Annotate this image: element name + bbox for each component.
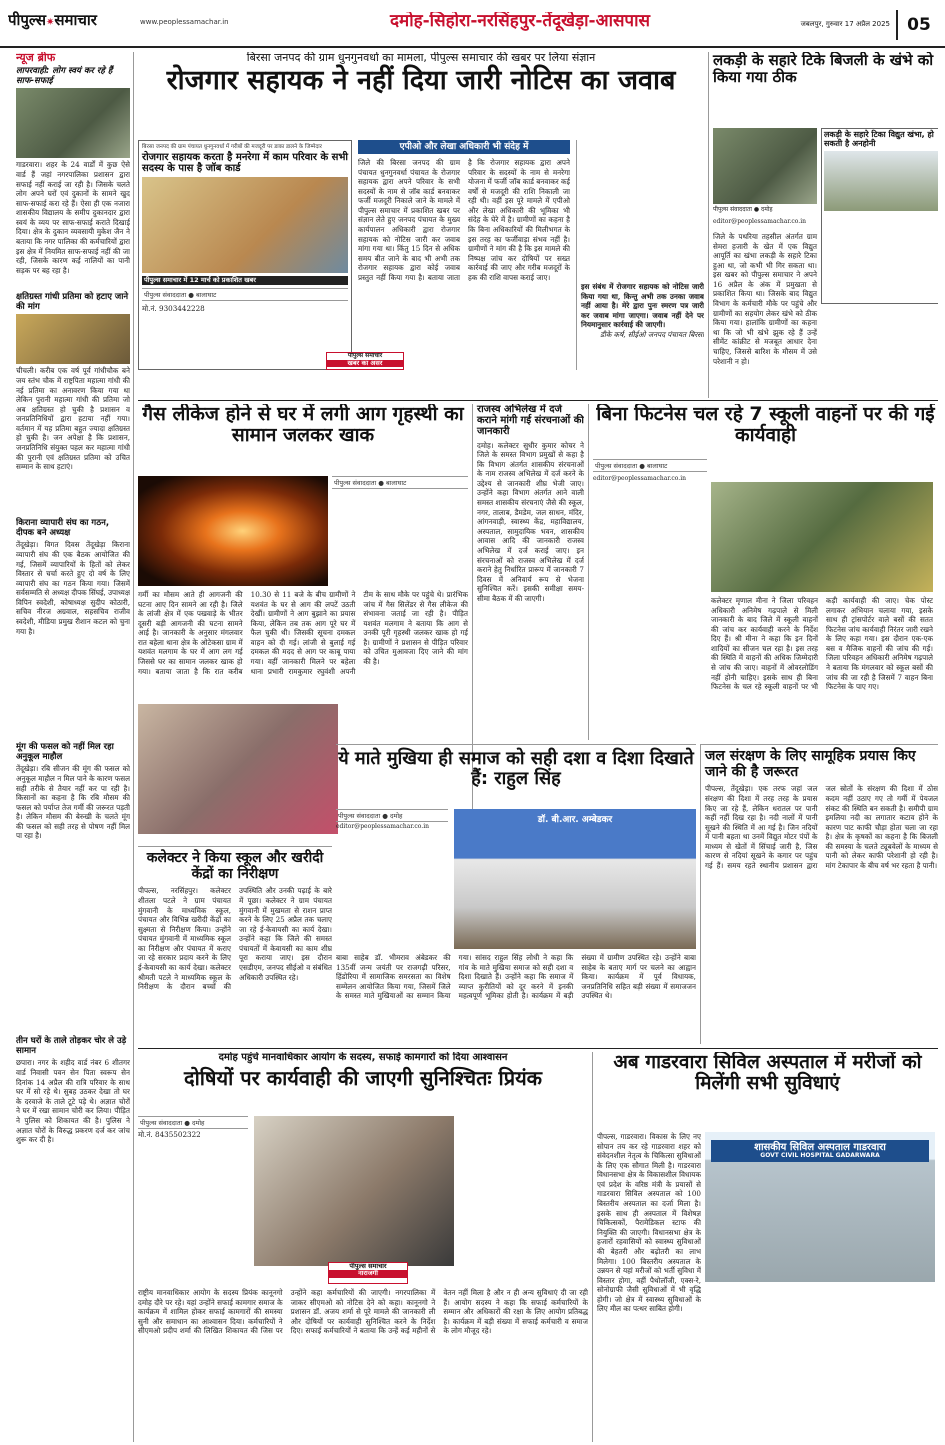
rights-tag xyxy=(328,1262,408,1284)
hospital-body-more xyxy=(705,1286,935,1436)
page-number: 05 xyxy=(896,10,940,40)
logo-left: पीपुल्स xyxy=(8,11,47,29)
revenue-body: दमोह। कलेक्टर सुधीर कुमार कोचर ने जिले के समस्त विभाग प्रमुखों से कहा है कि विभाग अंतर्गत शासकीय संरचनाओं के नाम राजस्व अभिलेख में दर्ज करने के उद्देश्य से जानकारी शीघ्र भेजी जाए। उन्होंने कहा विभाग अंतर्गत आने वाली समस्त शासकीय संरचनाएं जैसे की स्कूल, नगर, तालाब, डैमडेम, जल साधन, मंदिर, आंगनवाड़ी, स्वास्थ्य केंद्र, महाविद्यालय, अस्पताल, सामुदायिक भवन, शासकीय आवास आदि की जानकारी राजस्व अभिलेख में दर्ज कराई जाए। इन संरचनाओं को राजस्व अभिलेख में दर्ज कराने हेतु निर्धारित प्रारूप में जानकारी 7 दिवस में अनिवार्य रूप से भेजना सुनिश्चित करें। इसकी समीक्षा समय-सीमा बैठक में की जाएगी। xyxy=(477,440,584,603)
school-story xyxy=(138,846,332,1044)
divider-1 xyxy=(138,400,938,401)
brief-3-headline: किराना व्यापारी संघ का गठन, दीपक बने अध्यक्ष xyxy=(16,518,110,538)
hospital-sign-text: शासकीय सिविल अस्पताल गाडरवारा xyxy=(754,1142,886,1153)
rights-tag-sub: नाराजगी xyxy=(329,1270,407,1277)
lead-kicker: बिरसा जनपद की ग्राम धुनगुनवर्धा का मामला, पीपुल्स समाचार की खबर पर लिया संज्ञान xyxy=(246,52,596,64)
clip-caption: पीपुल्स समाचार में 12 मार्च को प्रकाशित खबर xyxy=(142,276,348,285)
lead-quote-box xyxy=(576,140,704,370)
bus-photo xyxy=(711,482,933,592)
lead-impact-tag xyxy=(326,352,404,370)
lead-deck xyxy=(358,140,570,154)
lead-clipping xyxy=(138,140,352,370)
lead-quote-by: डीके कर्ष, सीईओ जनपद पंचायत बिरसा xyxy=(600,329,704,339)
divider-2 xyxy=(138,1048,938,1049)
logo-right: समाचार xyxy=(54,11,97,29)
pole-clip-photo xyxy=(824,151,938,211)
fire-officials-photo xyxy=(138,704,338,834)
chief-story xyxy=(336,744,696,1044)
logo-icon: ✷ xyxy=(46,17,55,28)
rights-body: राष्ट्रीय मानवाधिकार आयोग के सदस्य प्रियंक कानूनगो दमोह दौरे पर रहे। यहां उन्होंने सफाई कामगार समाज के कार्यक्रम में शामिल होकर सफाई कामगारों की समस्या सुनी और समाधान का आश्वासन दिया। कर्मचारियों ने सीएमओ प्रदीप शर्मा की लिखित शिकायत की जिस पर उन्होंने कहा कर्मचारियों की जाएगी। नगरपालिका में जाकर सीएमओ को नोटिस देने को कहा। कानूनगो ने प्रशासन डॉ. अजय शर्मा से पूरे मामले की जानकारी ली और दोषियों पर कार्यवाही सुनिश्चित करने के निर्देश दिए। सफाई कर्मचारियों ने बताया कि उन्हें कई महीनों से वेतन नहीं मिला है और न ही अन्य सुविधाएं दी जा रही हैं। आयोग सदस्य ने कहा कि सफाई कर्मचारियों के सम्मान और अधिकारों की रक्षा के लिए आयोग प्रतिबद्ध है। कार्यक्रम में बड़ी संख्या में सफाई कर्मचारी व समाज के लोग मौजूद रहे। xyxy=(138,1288,588,1336)
brief-3-body: तेंदूखेड़ा। विगत दिवस तेंदूखेड़ा किराना व्यापारी संघ की एक बैठक आयोजित की गई, जिसमें व्यापारियों के हितों को लेकर विस्तार से चर्चा करते हुए दो वर्ष के लिए व्यापारी संघ का गठन किया गया। जिसमें सर्वसम्मति से अध्यक्ष दीपक सिंघई, उपाध्यक्ष विपिन स्वदेशी, कोषाध्यक्ष सुदीप कोठारी, सचिव नीरज अग्रवाल, सहसचिव राजीव स्वदेशी, मीडिया प्रमुख रीशान कटल को चुना गया है। xyxy=(16,540,130,636)
lead-tag-sub: खबर का असर xyxy=(327,360,403,367)
brief-5-body: छपारा। नगर के शहीद वार्ड नंबर 6 शीतगर वार्ड निवासी पवन सेन पिता स्वरूप सेन दिनांक 14 अप्रैल की रात्रि परिवार के साथ घर में सो रहे थे। सुबह उठकर देखा तो घर के दरवाजे के ताले टूटे पड़े थे। अज्ञात चोरों ने घर में रखा सामान चोरी कर लिया। पीड़ित ने पुलिस को शिकायत की है। पुलिस ने अज्ञात चोरों के विरुद्ध प्रकरण दर्ज कर जांच शुरू कर दी है। xyxy=(16,1058,130,1145)
water-body: पीपल्स, तेंदूखेड़ा। एक तरफ जहां जल संरक्षण की दिशा में तरह तरह के प्रयास किए जा रहे हैं, लेकिन धरातल पर पानी कहीं नहीं दिख रहा है। नदी नालों में पानी सूखने की स्थिति में आ गई है। जिन नदियों में पानी बहता था उनमें विद्युत मोटर पंपों के माध्यम से खेतों में सिंचाई जारी है, जिस कारण से नदियां सूखने के कगार पर पहुंच गई हैं। समय रहते स्थानीय प्रशासन द्वारा जल स्रोतों के संरक्षण की दिशा में ठोस कदम नहीं उठाए गए तो गर्मी में पेयजल संकट की स्थिति बन सकती है। समीपी ग्राम इमलिया नदी का लगातार कटाव होने के कारण पाट काफी चौड़ा होता चला जा रहा है। क्षेत्र के कृषकों का कहना है कि बिजली की समस्या के चलते ट्यूबवेलों के माध्यम से पानी को लेकर काफी परेशानी हो रही है। मांग टेकापार के बीच वर्ष भर रहता है पानी। xyxy=(705,784,938,870)
lead-story xyxy=(138,52,704,398)
lead-quote: इस संबंध में रोजगार सहायक को नोटिस जारी किया गया था, किन्तु अभी तक उनका जवाब नहीं आया है। मेरे द्वारा पुनः स्मरण पत्र जारी कर जवाब मांगा जाएगा। जवाब नहीं देने पर नियमानुसार कार्रवाई की जाएगी। xyxy=(581,282,704,330)
school-body: पीपल्स, नरसिंहपुर। कलेक्टर शीतला पटले ने ग्राम पंचायत मुंगवानी के माध्यमिक स्कूल, पंचायत और विभिन्न खरीदी केंद्रों का सुक्ष्मता से निरीक्षण किया। उन्होंने पंचायत मुंगवानी में माध्यमिक स्कूल का निरीक्षण और पंचायत में कराए जा रहे सरकार प्रदाय करने के लिए ई-केवायसी का कार्य देखा। कलेक्टर श्रीमती पटले ने माध्यमिक स्कूल के निरीक्षण के दौरान बच्चों की उपस्थिति और उनकी पढ़ाई के बारे में पूछा। कलेक्टर ने ग्राम पंचायत मुंगवानी में मुखमता से राशन प्राप्त करने के लिए 25 अप्रैल तक चलाए जा रहे ई-केवायसी का कार्य देखा। उन्होंने कहा कि जिले की समस्त पंचायतों में केवायसी का काम शीघ्र पूरा कराया जाए। इस दौरान एसडीएम, जनपद सीईओ व संबंधित अधिकारी उपस्थित रहे। xyxy=(138,886,332,992)
masthead-logo xyxy=(8,10,138,36)
pole-story xyxy=(708,52,938,398)
school-headline: कलेक्टर ने किया स्कूल और खरीदी केंद्रों का निरीक्षण xyxy=(146,850,324,882)
chief-headline: ये माते मुखिया ही समाज को सही दशा व दिशा दिखाते हैं: राहुल सिंह xyxy=(338,748,694,790)
masthead xyxy=(0,0,945,48)
clip-photo xyxy=(142,177,348,273)
brief-2-headline: क्षतिग्रस्त गांधी प्रतिमा को हटाए जाने की मांग xyxy=(16,292,129,312)
brief-1-photo xyxy=(16,88,130,158)
hospital-story xyxy=(592,1052,938,1442)
section-title: दमोह-सिहोरा-नरसिंहपुर-तेंदूखेड़ा-आसपास xyxy=(390,12,650,31)
brief-4-body: तेंदूखेड़ा। रबि सीजन की मूंग की फसल को अनुकूल माहौल न मिल पाने के कारण फसल सही तरीके से तैयार नहीं कर पा रही है। किसानों का कहना है कि रबि मौसम की फसल को पर्याप्त तेज गर्मी की जरूरत पड़ती है। लेकिन मौसम की बेरुखी के चलते मूंग की फसल को सही तरह से पोषण नहीं मिल पा रहा है। xyxy=(16,764,130,841)
chief-banner-text: डॉ. बी.आर. अम्बेडकर xyxy=(537,815,613,825)
bus-body: कलेक्टर मृणाल मीना ने जिला परिवहन अधिकारी अनिमेष गढ़पाले से मिली जानकारी के बाद जिले में स्कूली वाहनों की जांच कर कार्यवाही करने के निर्देश दिए हैं। श्री मीना ने कहा कि इन दिनों शादियों का सीजन चल रहा है। इस तरह की स्थिति में वाहनों की अधिक जिम्मेदारी से जांच की जाए। वाहनों में ओवरलोडिंग नहीं होनी चाहिए। इसके साथ ही बिना फिटनेस के चल रहे स्कूली वाहनों पर भी कड़ी कार्यवाही की जाए। चेक पोस्ट लगाकर अभियान चलाया गया, इसके साथ ही ट्रांसपोर्टर वाले बसों की सतत फिटनेस जांच कार्यवाही निरंतर जारी रखने के लिए कहा गया। इस दौरान एक-एक बस व मैजिक वाहनों की जांच की गई। जिला परिवहन अधिकारी अनिमेष गढ़पाले ने बताया कि मंगलवार को स्कूल बसों की जांच की जा रही है जिसमें 7 वाहन बिना फिटनेस के पाए गए। xyxy=(711,596,933,692)
hospital-photo xyxy=(705,1132,935,1282)
news-brief-sidebar xyxy=(16,52,134,1442)
lead-quote-intro xyxy=(581,140,704,282)
pole-headline: लकड़ी के सहारे टिके बिजली के खंभे को किया गया ठीक xyxy=(713,52,934,86)
rights-headline: दोषियों पर कार्यवाही की जाएगी सुनिश्चितः प्रियंक xyxy=(183,1066,543,1091)
water-story xyxy=(700,744,938,1044)
sidebar-header: न्यूज ब्रीफ xyxy=(16,52,56,64)
brief-1-headline: लापरवाही: लोग स्वयं कर रहे हैं साफ-सफाई xyxy=(16,66,113,86)
bus-email[interactable]: editor@peoplessamachar.co.in xyxy=(593,474,686,482)
fire-photo xyxy=(138,476,328,586)
bus-headline: बिना फिटनेस चल रहे 7 स्कूली वाहनों पर की गई कार्यवाही xyxy=(596,404,935,447)
fire-body: गर्मी का मौसम आते ही आगजनी की घटना आए दिन सामने आ रही है। जिले के लांजी क्षेत्र में एक पखवाड़े के भीतर दूसरी बड़ी आगजनी की घटना सामने आई है। जानकारी के अनुसार मंगलवार रात बहेला थाना क्षेत्र के ओटेकसा ग्राम में यशवंत मलगाम के घर में आग लग गई जिससे घर का सामान जलकर खाक हो गया। बताया जाता है कि रात करीब 10.30 से 11 बजे के बीच ग्रामीणों ने यशवंत के घर से आग की लपटें उठती देखीं। ग्रामीणों ने आग बुझाने का प्रयास किया, लेकिन तब तक आग पूरे घर में फैल चुकी थी। जिसकी सूचना दमकल वाहन को दी गई। लांजी से बुलाई गई दमकल की मदद से आग पर काबू पाया गया। वहीं जानकारी मिलने पर बहेला थाना प्रभारी रामकुमार रघुवंशी अपनी टीम के साथ मौके पर पहुंचे थे। प्रारंभिक जांच में गैस सिलेंडर से गैस लीकेज की संभावना जताई जा रही है। पीड़ित यशवंत मलगाम ने बताया कि आग से उनकी पूरी गृहस्थी जलकर खाक हो गई है। ग्रामीणों ने प्रशासन से पीड़ित परिवार को उचित मुआवजा दिए जाने की मांग की है। xyxy=(138,590,468,676)
pole-clipping xyxy=(821,128,938,304)
rights-kicker: दमोह पहुंचे मानवाधिकार आयोग के सदस्य, सफाई कामगारों को दिया आश्वासन xyxy=(218,1052,508,1063)
rights-photo xyxy=(254,1116,454,1266)
clip-headline: रोजगार सहायक करता है मनरेगा में काम परिवार के सभी सदस्य के पास है जॉब कार्ड xyxy=(142,152,348,175)
hospital-sign-en: GOVT CIVIL HOSPITAL GADARWARA xyxy=(760,1152,880,1160)
rights-tag-label: पीपुल्स समाचार xyxy=(349,1262,387,1270)
pole-photo xyxy=(713,128,817,204)
website[interactable]: www.peoplessamachar.in xyxy=(140,18,229,26)
hospital-sign xyxy=(711,1140,929,1162)
pole-photo-caption: पीपुल्स संवाददाता ● दमोह xyxy=(713,206,773,213)
lead-tag-label: पीपुल्स समाचार xyxy=(347,352,383,359)
water-headline: जल संरक्षण के लिए सामूहिक प्रयास किए जाने की है जरूरत xyxy=(705,748,916,780)
lead-body: जिले की बिरसा जनपद की ग्राम पंचायत धुनगुनवर्धा पंचायत के रोजगार सहायक द्वारा अपने परिवार के सभी सदस्यों के नाम से जॉब कार्ड बनवाकर फर्जी मजदूरी निकाले जाने के मामले में पीपुल्स समाचार में प्रकाशित खबर पर संज्ञान लेते हुए जनपद पंचायत के मुख्य कार्यपालन अधिकारी द्वारा रोजगार सहायक को नोटिस जारी कर जवाब मांगा गया था। किंतु 15 दिन से अधिक समय बीत जाने के बाद भी अभी तक रोजगार सहायक द्वारा कोई जवाब प्रस्तुत नहीं किया गया है। बताया जाता है कि रोजगार सहायक द्वारा अपने परिवार के सदस्यों के नाम से मनरेगा योजना में फर्जी जॉब कार्ड बनवाकर कई वर्षों से मजदूरी की राशि निकाली जा रही थी। वहीं इस पूरे मामले में एपीओ और लेखा अधिकारी की भूमिका भी संदेह के घेरे में है। ग्रामीणों का कहना है कि बिना अधिकारियों की मिलीभगत के इस तरह का फर्जीवाड़ा संभव नहीं है। ग्रामीणों ने मांग की है कि इस मामले की निष्पक्ष जांच कर दोषियों पर सख्त कार्रवाई की जाए और गरीब मजदूरों के हक की राशि वापस कराई जाए। xyxy=(358,158,570,282)
fire-byline: पीपुल्स संवाददाता ● बालाघाट xyxy=(332,476,468,489)
hospital-headline: अब गाडरवारा सिविल अस्पताल में मरीजों को मिलेंगी सभी सुविधाएं xyxy=(613,1052,922,1095)
lead-deck-text: एपीओ और लेखा अधिकारी भी संदेह में xyxy=(399,142,529,152)
chief-photo xyxy=(454,809,696,949)
brief-1-body: गाडरवारा। शहर के 24 वार्डों में कुछ ऐसे वार्ड हैं जहां नगरपालिका प्रशासन द्वारा सफाई नहीं कराई जा रही है। जिसके चलते लोग अपने घरों एवं दुकानों के सामने खुद साफ-सफाई करा रहे हैं। ऐसा ही एक नजारा शासकीय विद्यालय के समीप दुकानदार द्वारा स्वयं के व्यय पर साफ-सफाई कराते दिखाई दिया। क्षेत्र के दुकान व्यवसायी मुकेश जैन ने बताया कि नगर पालिका की कर्मचारियों द्वारा इस क्षेत्र में नियमित साफ-सफाई नहीं की जा रही, जिसके कारण कई नालियों का पानी सड़क पर बह रहा है। xyxy=(16,160,130,275)
bus-byline: पीपुल्स संवाददाता ● बालाघाट xyxy=(593,459,707,472)
hospital-body: पीपल्स, गाडरवारा। विकास के लिए नए सोपान तय कर रहे गाडरवारा शहर को संवेदनशील नेतृत्व के चिकित्सा सुविधाओं के लिए एक सौगात मिली है। गाडरवारा विधानसभा क्षेत्र के विकासशील विधायक एवं प्रदेश के वरिष्ठ मंत्री के प्रयासों से गाडरवारा सिविल अस्पताल को 100 बिस्तरीय अस्पताल का दर्जा मिला है। इसके साथ ही अस्पताल में विशेषज्ञ चिकित्सकों, पैरामेडिकल स्टाफ की नियुक्ति की जाएगी। विधानसभा क्षेत्र के हजारों रहवासियों को स्वास्थ्य सुविधाओं की बेहतरी और बढ़ोतरी का लाभ मिलेगा। 100 बिस्तरीय अस्पताल के उन्नयन से यहां मरीजों को भर्ती सुविधा में विस्तार होगा, वहीं पैथोलॉजी, एक्स-रे, सोनोग्राफी जैसी सुविधाओं में भी वृद्धि होगी। जो क्षेत्र में स्वास्थ्य सुविधाओं के लिए मील का पत्थर साबित होगी। xyxy=(597,1132,701,1314)
pole-body: जिले के पथरिया तहसील अंतर्गत ग्राम सेमरा हजारी के खेत में एक विद्युत आपूर्ति का खंभा लकड़ी के सहारे टिका हुआ था, जो कभी भी गिर सकता था। इस खबर को पीपुल्स समाचार ने अपने 16 अप्रैल के अंक में प्रमुखता से प्रकाशित किया था। जिसके बाद विद्युत विभाग के कर्मचारी मौके पर पहुंचे और ग्रामीणों का सहयोग लेकर खंभे को ठीक किया गया। हालांकि ग्रामीणों का कहना था कि जो भी खंभे झुक रहे हैं उन्हें सीमेंट कांक्रीट से मजबूत आधार देना चाहिए, जिससे बारिश के मौसम में उसे परेशानी न हो। xyxy=(713,232,817,366)
brief-2-body: चीचली। करीब एक वर्ष पूर्व गांधीचौक बने जय स्तंभ चौक में राष्ट्रपिता महात्मा गांधी की नई प्रतिमा का अनावरण किया गया था लेकिन पुरानी महात्मा गांधी की प्रतिमा जो अब क्षतिग्रस्त हो चुकी है प्रशासन व जनप्रतिनिधियों द्वारा हटाया नहीं गया। वर्तमान में यह प्रतिमा बहुत ज्यादा क्षतिग्रस्त हो चुकी है। जन अपेक्षा है कि प्रशासन, जनप्रतिनिधि संयुक्त पहल कर महात्मा गांधी की पुरानी एवं क्षतिग्रस्त प्रतिमा को उचित सम्मान के साथ हटाएं। xyxy=(16,366,130,472)
chief-body: बाबा साहेब डॉ. भीमराव अंबेडकर की 135वीं जन्म जयंती पर राजगढ़ी परिसर, हिंडोरिया में सामाजिक समरसता का विशेष सम्मेलन आयोजित किया गया, जिसमें जिले के समस्त माते मुखियाओं का सम्मान किया गया। सांसद राहुल सिंह लोधी ने कहा कि गांव के माते मुखिया समाज को सही दशा व दिशा दिखाते हैं। उन्होंने कहा कि समाज में व्याप्त कुरीतियों को दूर करने में इनकी महत्वपूर्ण भूमिका होती है। कार्यक्रम में बड़ी संख्या में ग्रामीण उपस्थित रहे। उन्होंने बाबा साहेब के बताए मार्ग पर चलने का आह्वान किया। कार्यक्रम में पूर्व विधायक, जनप्रतिनिधि सहित बड़ी संख्या में समाजजन उपस्थित थे। xyxy=(336,953,696,1001)
lead-byline: पीपुल्स संवाददाता ● बालाघाट xyxy=(142,288,348,301)
rights-story xyxy=(138,1052,588,1442)
pole-email[interactable]: editor@peoplessamachar.co.in xyxy=(713,218,806,225)
brief-4-headline: मूंग की फसल को नहीं मिल रहा अनुकूल माहौल xyxy=(16,742,114,762)
pole-clip-headline: लकड़ी के सहारे टिका विद्युत खंभा, हो सकती है अनहोनी xyxy=(824,130,934,148)
clip-kicker: बिरसा जनपद की ग्राम पंचायत धुनगुनवर्धा में गरीबों की मजदूरी पर डाका डालने के जिम्मेदार xyxy=(142,144,322,150)
chief-byline: पीपुल्स संवाददाता ● दमोह xyxy=(336,809,448,822)
lead-headline: रोजगार सहायक ने नहीं दिया जारी नोटिस का जवाब xyxy=(166,65,676,97)
chief-email[interactable]: editor@peoplessamachar.co.in xyxy=(336,823,429,830)
brief-5-headline: तीन घरों के ताले तोड़कर चोर ले उड़े सामान xyxy=(16,1036,127,1056)
fire-headline: गैस लीकेज होने से घर में लगी आग गृहस्थी का सामान जलकर खाक xyxy=(142,404,464,447)
lead-phone: मो.नं. 9303442228 xyxy=(142,303,205,313)
dateline: जबलपुर, गुरुवार 17 अप्रैल 2025 xyxy=(800,20,890,28)
rights-phone: मो.नं. 8435502322 xyxy=(138,1130,201,1139)
bus-story xyxy=(588,404,938,740)
brief-2-photo xyxy=(16,314,130,364)
bus-body-left xyxy=(593,512,705,732)
rights-byline: पीपुल्स संवाददाता ● दमोह xyxy=(138,1116,248,1129)
revenue-headline: राजस्व अभिलेख में दर्ज कराने मांगी गई संरचनाओं की जानकारी xyxy=(477,404,584,438)
